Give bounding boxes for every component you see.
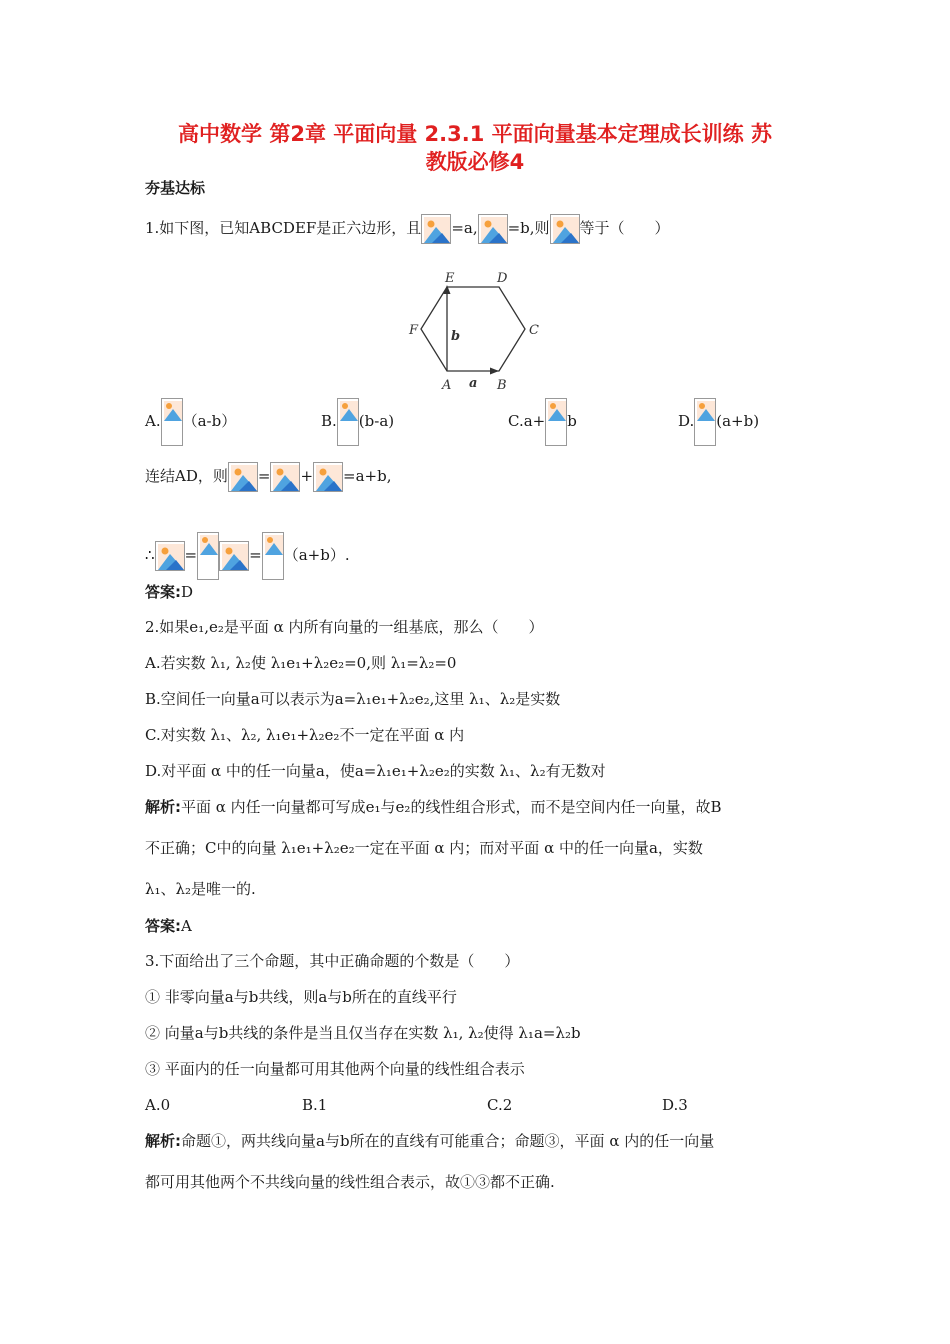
fraction-image-icon: [262, 532, 284, 580]
option-a-text: （a-b）: [182, 412, 237, 430]
vector-image-icon: [478, 214, 508, 244]
q1-option-a: [145, 398, 236, 446]
title-line-1: 高中数学 第2章 平面向量 2.3.1 平面向量基本定理成长训练 苏: [178, 122, 772, 146]
section-heading: 夯基达标: [145, 179, 206, 197]
q2-analysis-line-3: λ₁、λ₂是唯一的.: [145, 880, 256, 898]
fraction-image-icon: [337, 398, 359, 446]
analysis-text: 命题①，两共线向量a与b所在的直线有可能重合；命题③，平面 α 内的任一向量: [181, 1132, 715, 1150]
analysis-label: 解析:: [145, 1132, 181, 1150]
option-d-label: D.: [678, 412, 695, 430]
q1-stem: [145, 214, 670, 244]
sol1-text-b: =: [257, 467, 271, 485]
q1-answer: [145, 582, 193, 602]
page-title: [120, 120, 830, 176]
q2-option-c: C.对实数 λ₁、λ₂, λ₁e₁+λ₂e₂不一定在平面 α 内: [145, 726, 465, 744]
label-C: C: [529, 323, 539, 338]
q3-proposition-2: ② 向量a与b共线的条件是当且仅当存在实数 λ₁, λ₂使得 λ₁a=λ₂b: [145, 1024, 581, 1042]
analysis-label: 解析:: [145, 798, 181, 816]
q3-proposition-3: ③ 平面内的任一向量都可用其他两个向量的线性组合表示: [145, 1060, 525, 1078]
sol2-text-d: （a+b）.: [283, 546, 350, 564]
q1-solution-line-2: [145, 532, 350, 580]
fraction-image-icon: [161, 398, 183, 446]
option-c-label: C.: [508, 412, 524, 430]
q3-option-b: B.1: [302, 1096, 328, 1114]
q1-stem-text-b: =a,: [451, 219, 478, 237]
vector-image-icon: [155, 541, 185, 571]
q1-stem-text-c: =b,则: [507, 219, 550, 237]
q1-option-d: [678, 398, 759, 446]
q1-option-b: [321, 398, 394, 446]
q3-analysis-line-1: [145, 1131, 714, 1151]
vector-image-icon: [313, 462, 343, 492]
option-b-label: B.: [321, 412, 337, 430]
q3-option-d: D.3: [662, 1096, 688, 1114]
sol1-text-c: +: [300, 467, 314, 485]
q3-option-c: C.2: [487, 1096, 513, 1114]
hexagon-diagram: [405, 265, 555, 395]
label-vector-a: a: [469, 376, 478, 391]
q3-analysis-line-2: 都可用其他两个不共线向量的线性组合表示，故①③都不正确.: [145, 1173, 555, 1191]
option-d-text: (a+b): [716, 412, 760, 430]
vector-image-icon: [270, 462, 300, 492]
q3-stem: 3.下面给出了三个命题，其中正确命题的个数是（ ）: [145, 952, 520, 970]
fraction-image-icon: [197, 532, 219, 580]
answer-label: 答案:: [145, 583, 181, 601]
answer-label: 答案:: [145, 917, 181, 935]
q2-analysis-line-1: [145, 797, 721, 817]
label-A: A: [442, 378, 452, 393]
option-b-text: (b-a): [358, 412, 395, 430]
sol1-text-a: 连结AD，则: [145, 467, 228, 485]
vector-image-icon: [228, 462, 258, 492]
q2-stem: 2.如果e₁,e₂是平面 α 内所有向量的一组基底，那么（ ）: [145, 618, 544, 636]
vector-image-icon: [550, 214, 580, 244]
q2-option-a: A.若实数 λ₁, λ₂使 λ₁e₁+λ₂e₂=0,则 λ₁=λ₂=0: [145, 654, 457, 672]
fraction-image-icon: [545, 398, 567, 446]
sol2-text-c: =: [249, 546, 262, 564]
vector-image-icon: [421, 214, 451, 244]
option-c-pre: a+: [523, 412, 546, 430]
vector-image-icon: [219, 541, 249, 571]
q2-answer: [145, 916, 192, 936]
title-line-2: 教版必修4: [425, 150, 525, 174]
label-D: D: [497, 271, 508, 286]
q3-proposition-1: ① 非零向量a与b共线，则a与b所在的直线平行: [145, 988, 457, 1006]
q1-stem-text-d: 等于（ ）: [579, 219, 670, 237]
q2-option-b: B.空间任一向量a可以表示为a=λ₁e₁+λ₂e₂,这里 λ₁、λ₂是实数: [145, 690, 561, 708]
option-a-label: A.: [145, 412, 161, 430]
q1-solution-line-1: [145, 462, 391, 492]
option-c-post: b: [567, 412, 577, 430]
q1-option-c: [508, 398, 577, 446]
fraction-image-icon: [694, 398, 716, 446]
answer-value: D: [181, 583, 194, 601]
sol2-therefore: ∴: [145, 546, 155, 564]
sol1-text-d: =a+b,: [343, 467, 392, 485]
label-F: F: [409, 323, 419, 338]
label-E: E: [445, 271, 455, 286]
answer-value: A: [181, 917, 192, 935]
q3-option-a: A.0: [145, 1096, 171, 1114]
label-B: B: [497, 378, 507, 393]
label-vector-b: b: [451, 329, 461, 344]
q1-stem-text-a: 1.如下图，已知ABCDEF是正六边形，且: [145, 219, 422, 237]
sol2-text-b: =: [184, 546, 198, 564]
analysis-text: 平面 α 内任一向量都可写成e₁与e₂的线性组合形式，而不是空间内任一向量，故B: [181, 798, 722, 816]
q2-analysis-line-2: 不正确；C中的向量 λ₁e₁+λ₂e₂一定在平面 α 内；而对平面 α 中的任一向量a，实数: [145, 839, 703, 857]
q2-option-d: D.对平面 α 中的任一向量a，使a=λ₁e₁+λ₂e₂的实数 λ₁、λ₂有无数对: [145, 762, 606, 780]
